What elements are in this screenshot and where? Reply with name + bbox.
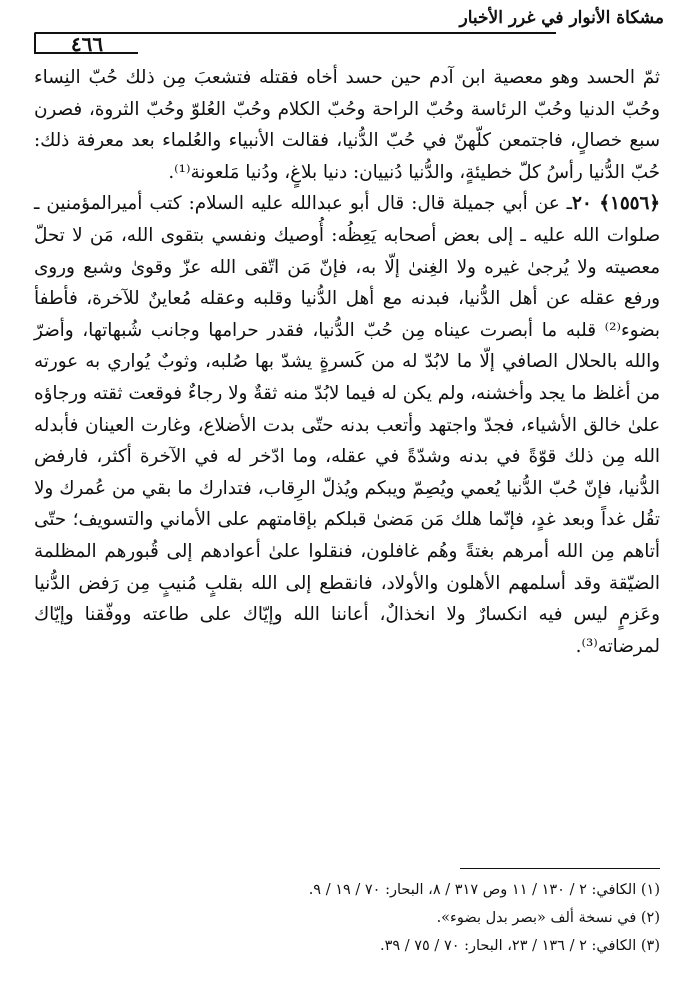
page-number-frame xyxy=(34,32,138,54)
footnote-3: (٣) الكافي: ٢ / ١٣٦ / ٢٣، البحار: ٧٠ / ٧٥ / ٣٩. xyxy=(379,938,660,954)
footnotes xyxy=(34,876,660,960)
footnote-1: (١) الكافي: ٢ / ١٣٠ / ١١ وص ٣١٧ / ٨، البحار: ٧٠ / ١٩ / ٩. xyxy=(308,882,660,898)
paragraph-2 xyxy=(34,188,660,662)
header-rule xyxy=(138,32,556,34)
footnotes-divider xyxy=(460,868,660,869)
hadith-text: ـ عن أبي جميلة قال: قال أبو عبدالله عليه السلام: كتب أميرالمؤمنين ـ صلوات الله عليه ـ إلى بعض أصحابه يَعِظُه: أُوصيك ونفسي بتقوى الله، مَن لا تحلّ معصيته ولا يُرجىٰ غيره ولا الغِنىٰ إلّا به، فإنّ مَن اتّقى الله عزّ وقوىٰ وشبع وروى ورفع عقله عن أهل الدُّنيا، فبدنه مع أهل الدُّنيا وقلبه وعقله مُعاينٌ للآخرة، فأطفأ بضوء⁽²⁾ قلبه ما أبصرت عيناه مِن حُبّ الدُّنيا، فقدر حرامها وجانب شُبهاتها، وأضرّ والله بالحلال الصافي إلّا ما لابُدّ له من كَسرةٍ يشدّ بها صُلبه، وثوبٌ يُواري به عورته من أغلظ ما يجد وأخشنه، ولم يكن له فيما لابُدّ منه ثقةٌ ولا رجاءٌ فوقعت ثقته ورجاؤه علىٰ خالق الأشياء، فجدّ واجتهد وأتعب بدنه حتّى بدت الأضلاع، وغارت العينان فأبدله الله مِن ذلك قوّةً في بدنه وشدّةً في عقله، وما ادّخر له في الآخرة أكثر، فارفض الدُّنيا، فإنّ حُبّ الدُّنيا يُعمي ويُصِمّ ويبكم ويُذلّ الرِقاب، فتدارك ما بقي من عُمرك ولا تقُل غداً وبعد غدٍ، فإنّما هلك مَن مَضىٰ قبلكم بإقامتهم على الأماني والتسويف؛ حتّى أتاهم مِن الله أمرهم بغتةً وهُم غافلون، فنقلوا علىٰ أعوادهم إلى قُبورهم المظلمة الضيّقة وقد أسلمهم الأهلون والأولاد، فانقطع إلى الله بقلبٍ مُنيبٍ مِن رَفض الدُّنيا وعَزمٍ ليس فيه انكسارٌ ولا انخذالٌ، أعاننا الله وإيّاك على طاعته ووفّقنا وإيّاك لمرضاته⁽³⁾. xyxy=(34,193,660,657)
hadith-number: ﴿١٥٥٦﴾ ٢٠ xyxy=(572,193,660,215)
paragraph-1: ثمّ الحسد وهو معصية ابن آدم حين حسد أخاه فقتله فتشعبَ مِن ذلك حُبّ النِساء وحُبّ الدنيا وحُبّ الرئاسة وحُبّ الراحة وحُبّ الكلام وحُبّ العُلوّ وحُبّ الثروة، فصرن سبع خصالٍ، فاجتمعن كلّهنّ في حُبّ الدُّنيا، فقالت الأنبياء والعُلماء بعد معرفة ذلك: حُبّ الدُّنيا رأسُ كلّ خطيئةٍ، والدُّنيا دُنييان: دنيا بلاغٍ، ودُنيا مَلعونة⁽¹⁾. xyxy=(34,67,660,183)
footnote-2: (٢) في نسخة ألف «بصر بدل بضوء». xyxy=(436,910,660,926)
running-title: مشكاة الأنوار في غرر الأخبار xyxy=(459,8,664,28)
main-text xyxy=(34,62,660,662)
page-number: ٤٦٦ xyxy=(70,32,104,56)
page-header xyxy=(34,6,664,56)
